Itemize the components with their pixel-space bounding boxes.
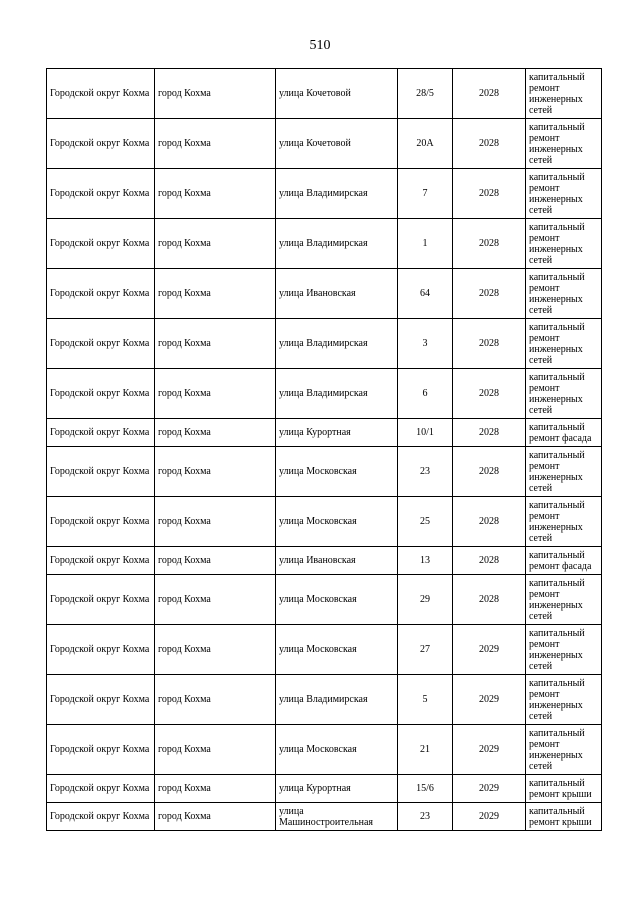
house-number-cell: 28/5 (398, 69, 453, 119)
table-row (47, 575, 602, 625)
table-row (47, 497, 602, 547)
city-cell: город Кохма (155, 119, 276, 169)
city-cell: город Кохма (155, 419, 276, 447)
house-number-cell: 23 (398, 803, 453, 831)
house-number-cell: 64 (398, 269, 453, 319)
district-cell: Городской округ Кохма (47, 775, 155, 803)
district-cell: Городской округ Кохма (47, 803, 155, 831)
house-number-cell: 20А (398, 119, 453, 169)
district-cell: Городской округ Кохма (47, 119, 155, 169)
street-cell: улица Владимирская (276, 675, 398, 725)
table-row (47, 219, 602, 269)
district-cell: Городской округ Кохма (47, 675, 155, 725)
year-cell: 2028 (453, 169, 526, 219)
house-number-cell: 13 (398, 547, 453, 575)
work-type-cell: капитальный ремонт инженерных сетей (526, 625, 602, 675)
work-type-cell: капитальный ремонт инженерных сетей (526, 725, 602, 775)
district-cell: Городской округ Кохма (47, 169, 155, 219)
street-cell: улица Московская (276, 625, 398, 675)
work-type-cell: капитальный ремонт крыши (526, 803, 602, 831)
work-type-cell: капитальный ремонт инженерных сетей (526, 119, 602, 169)
city-cell: город Кохма (155, 447, 276, 497)
house-number-cell: 10/1 (398, 419, 453, 447)
table-row (47, 447, 602, 497)
year-cell: 2028 (453, 497, 526, 547)
house-number-cell: 5 (398, 675, 453, 725)
table-row (47, 269, 602, 319)
house-number-cell: 25 (398, 497, 453, 547)
city-cell: город Кохма (155, 775, 276, 803)
street-cell: улица Московская (276, 497, 398, 547)
housing-repair-table (46, 68, 602, 831)
city-cell: город Кохма (155, 169, 276, 219)
street-cell: улица Кочетовой (276, 69, 398, 119)
work-type-cell: капитальный ремонт инженерных сетей (526, 447, 602, 497)
city-cell: город Кохма (155, 319, 276, 369)
year-cell: 2028 (453, 119, 526, 169)
table-row (47, 419, 602, 447)
house-number-cell: 6 (398, 369, 453, 419)
house-number-cell: 1 (398, 219, 453, 269)
table-row (47, 119, 602, 169)
house-number-cell: 3 (398, 319, 453, 369)
street-cell: улица Кочетовой (276, 119, 398, 169)
year-cell: 2029 (453, 725, 526, 775)
street-cell: улица Курортная (276, 419, 398, 447)
house-number-cell: 7 (398, 169, 453, 219)
work-type-cell: капитальный ремонт инженерных сетей (526, 69, 602, 119)
work-type-cell: капитальный ремонт инженерных сетей (526, 319, 602, 369)
city-cell: город Кохма (155, 497, 276, 547)
work-type-cell: капитальный ремонт фасада (526, 419, 602, 447)
table-row (47, 547, 602, 575)
work-type-cell: капитальный ремонт инженерных сетей (526, 219, 602, 269)
district-cell: Городской округ Кохма (47, 419, 155, 447)
year-cell: 2028 (453, 447, 526, 497)
house-number-cell: 15/6 (398, 775, 453, 803)
district-cell: Городской округ Кохма (47, 547, 155, 575)
table-row (47, 803, 602, 831)
district-cell: Городской округ Кохма (47, 69, 155, 119)
district-cell: Городской округ Кохма (47, 219, 155, 269)
work-type-cell: капитальный ремонт инженерных сетей (526, 497, 602, 547)
street-cell: улица Машиностроительная (276, 803, 398, 831)
year-cell: 2028 (453, 69, 526, 119)
table-row (47, 625, 602, 675)
street-cell: улица Курортная (276, 775, 398, 803)
work-type-cell: капитальный ремонт инженерных сетей (526, 575, 602, 625)
district-cell: Городской округ Кохма (47, 725, 155, 775)
table-row (47, 169, 602, 219)
city-cell: город Кохма (155, 725, 276, 775)
work-type-cell: капитальный ремонт инженерных сетей (526, 675, 602, 725)
work-type-cell: капитальный ремонт фасада (526, 547, 602, 575)
year-cell: 2029 (453, 803, 526, 831)
city-cell: город Кохма (155, 547, 276, 575)
page-number: 510 (309, 38, 331, 53)
street-cell: улица Владимирская (276, 219, 398, 269)
district-cell: Городской округ Кохма (47, 497, 155, 547)
city-cell: город Кохма (155, 675, 276, 725)
house-number-cell: 23 (398, 447, 453, 497)
district-cell: Городской округ Кохма (47, 319, 155, 369)
district-cell: Городской округ Кохма (47, 575, 155, 625)
year-cell: 2029 (453, 625, 526, 675)
year-cell: 2028 (453, 547, 526, 575)
year-cell: 2028 (453, 369, 526, 419)
table-row (47, 725, 602, 775)
street-cell: улица Московская (276, 447, 398, 497)
house-number-cell: 29 (398, 575, 453, 625)
work-type-cell: капитальный ремонт инженерных сетей (526, 269, 602, 319)
city-cell: город Кохма (155, 369, 276, 419)
table-row (47, 775, 602, 803)
table-row (47, 319, 602, 369)
table-row (47, 69, 602, 119)
year-cell: 2029 (453, 675, 526, 725)
city-cell: город Кохма (155, 803, 276, 831)
city-cell: город Кохма (155, 269, 276, 319)
work-type-cell: капитальный ремонт крыши (526, 775, 602, 803)
street-cell: улица Ивановская (276, 547, 398, 575)
city-cell: город Кохма (155, 575, 276, 625)
year-cell: 2028 (453, 269, 526, 319)
house-number-cell: 21 (398, 725, 453, 775)
house-number-cell: 27 (398, 625, 453, 675)
year-cell: 2028 (453, 419, 526, 447)
table-row (47, 675, 602, 725)
table-row (47, 369, 602, 419)
city-cell: город Кохма (155, 625, 276, 675)
work-type-cell: капитальный ремонт инженерных сетей (526, 169, 602, 219)
street-cell: улица Владимирская (276, 369, 398, 419)
street-cell: улица Московская (276, 725, 398, 775)
district-cell: Городской округ Кохма (47, 369, 155, 419)
year-cell: 2028 (453, 575, 526, 625)
year-cell: 2028 (453, 219, 526, 269)
street-cell: улица Московская (276, 575, 398, 625)
street-cell: улица Владимирская (276, 319, 398, 369)
street-cell: улица Владимирская (276, 169, 398, 219)
city-cell: город Кохма (155, 69, 276, 119)
district-cell: Городской округ Кохма (47, 625, 155, 675)
street-cell: улица Ивановская (276, 269, 398, 319)
year-cell: 2029 (453, 775, 526, 803)
year-cell: 2028 (453, 319, 526, 369)
district-cell: Городской округ Кохма (47, 269, 155, 319)
work-type-cell: капитальный ремонт инженерных сетей (526, 369, 602, 419)
district-cell: Городской округ Кохма (47, 447, 155, 497)
city-cell: город Кохма (155, 219, 276, 269)
